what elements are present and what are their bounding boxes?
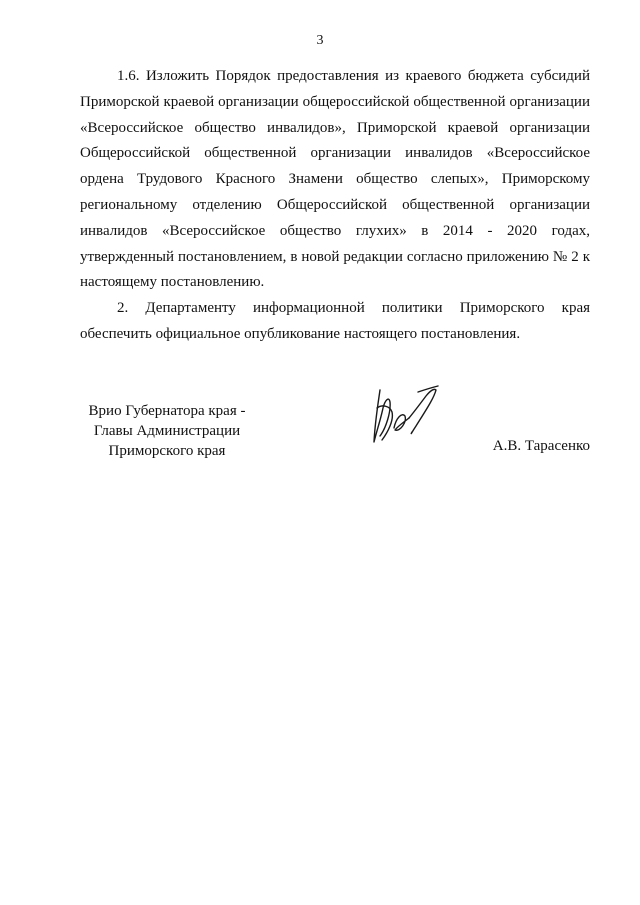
paragraph-item-1-6: 1.6. Изложить Порядок предоставления из краевого бюджета субсидий Приморской краевой организации общероссийской общественной организации «Всероссийское общество инвалидов», Приморской краевой организации Общероссийской общественной организации инвалидов «Всероссийское ордена Трудового Красного Знамени общество слепых», Приморскому региональному отделению Общероссийской общественной организации инвалидов «Всероссийское общество глухих» в 2014 - 2020 годах, утвержденный постановлением, в новой редакции согласно приложению № 2 к настоящему постановлению. <box>80 68 590 291</box>
signatory-position-line: Главы Администрации <box>93 423 241 439</box>
page-number: 3 <box>316 33 324 48</box>
signatory-position-line: Приморского края <box>108 443 226 459</box>
signatory-position-line: Врио Губернатора края - <box>88 403 246 419</box>
signatory-position <box>78 401 256 461</box>
signer-name: А.В. Тарасенко <box>492 438 590 454</box>
paragraph-item-2: 2. Департаменту информационной политики Приморского края обеспечить официальное опубликование настоящего постановления. <box>80 300 590 342</box>
document-body <box>80 64 590 348</box>
handwritten-signature <box>368 382 440 448</box>
